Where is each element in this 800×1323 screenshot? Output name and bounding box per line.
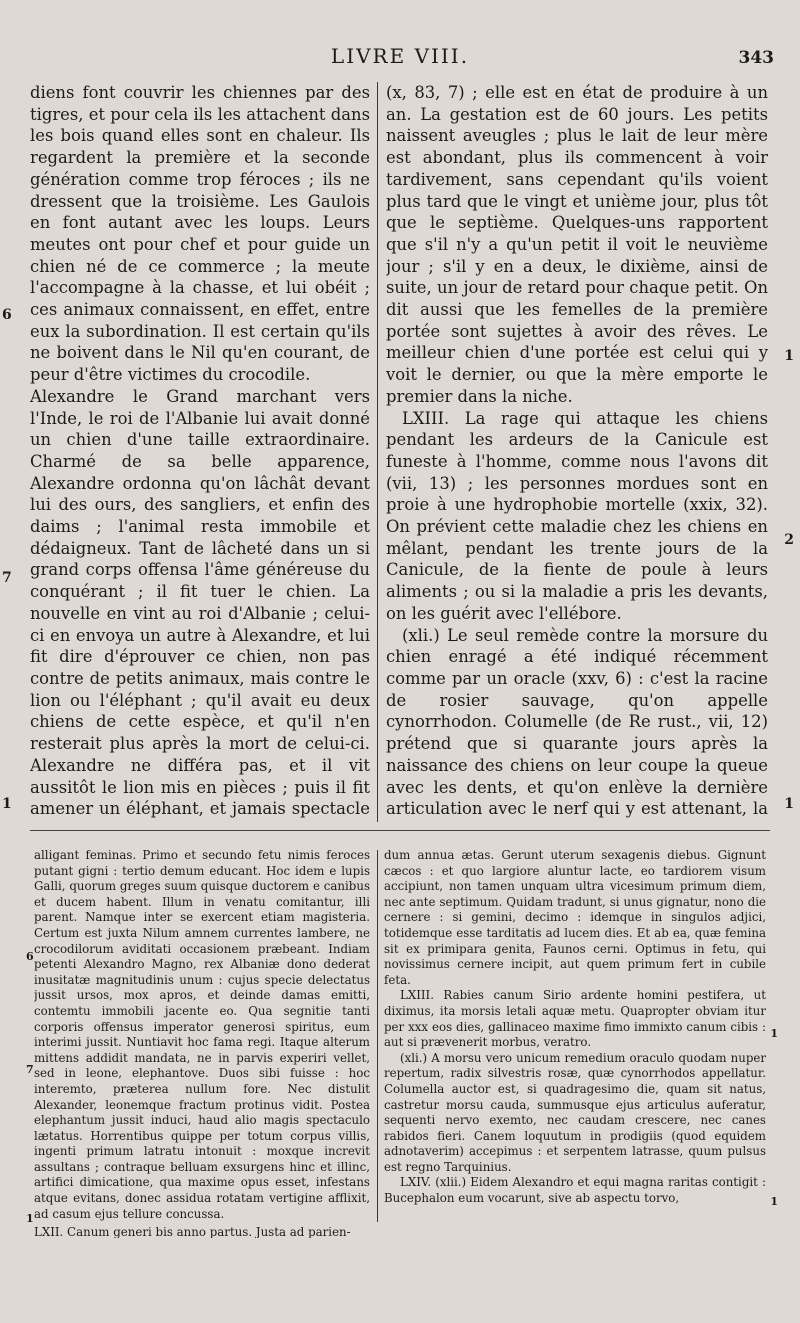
latin-column-right: [384, 848, 766, 1228]
margin-number: 2: [784, 532, 794, 548]
column-divider: [377, 850, 378, 1222]
latin-left-paragraph: LXII. Canum generi bis anno partus. Justa ad parien-: [34, 1225, 351, 1238]
margin-number: 1: [784, 348, 794, 364]
running-title: LIVRE VIII.: [330, 44, 470, 68]
margin-number: 7: [2, 570, 12, 586]
margin-number: 1: [770, 1195, 778, 1208]
margin-number: 1: [770, 1027, 778, 1040]
margin-number: 1: [2, 796, 12, 812]
latin-right-paragraph: dum annua ætas. Gerunt uterum sexagenis diebus. Gignunt cæcos : et quo largiore aluntur lacte, eo tardiorem visum accipiunt, non tamen unquam ultra vicesimum primum diem, nec ante septimum. Quidam tradunt, si unus gignatur, nono die cernere : si gemini, decimo : idemque in singulos adjici, totidemque esse tarditatis ad lucem dies. Et ab ea, quæ femina sit ex primipara genita, Faunos cerni. Optimus in fetu, qui novissimus cernere incipit, aut quem primum fert in cubile feta.: [384, 848, 766, 987]
margin-number: 6: [26, 950, 34, 963]
latin-right-paragraph: LXIV. (xlii.) Eidem Alexandro et equi magna raritas contigit : Bucephalon eum vocarunt, sive ab aspectu torvo,: [384, 1175, 766, 1206]
page-number: 343: [738, 48, 774, 68]
french-left-paragraph: diens font couvrir les chiennes par des tigres, et pour cela ils les attachent dans les bois quand elles sont en chaleur. Ils regardent la première et la seconde génération comme trop féroces ; ils ne dressent que la troisième. Les Gaulois en font autant avec les loups. Leurs meutes ont pour chef et pour guide un chien né de ce commerce ; la meute l'accompagne à la chasse, et lui obéit ; ces animaux connaissent, en effet, entre eux la subordination. Il est certain qu'ils ne boivent dans le Nil qu'en courant, de peur d'être victimes du crocodile.: [30, 83, 370, 385]
latin-right-paragraph: (xli.) A morsu vero unicum remedium oraculo quodam nuper repertum, radix silvestris rosæ, quæ cynorrhodos appellatur. Columella auctor est, si quadragesimo die, quam sit natus, castretur morsu cauda, summusque ejus articulus auferatur, sequenti nervo exemto, nec caudam crescere, nec canes rabidos fieri. Canem loquutum in prodigiis (quod equidem adnotaverim) accepimus : et serpentem latrasse, quum pulsus est regno Tarquinius.: [384, 1050, 766, 1174]
french-right-paragraph: LXIII. La rage qui attaque les chiens pendant les ardeurs de la Canicule est funeste à l'homme, comme nous l'avons dit (vii, 13) ; les personnes mordues sont en proie à une hydrophobie mortelle (xxix, 32). On prévient cette maladie chez les chiens en mêlant, pendant les trente jours de la Canicule, de la fiente de poule à leurs aliments ; ou si la maladie a pris les devants, on les guérit avec l'ellébore.: [386, 408, 768, 623]
margin-number: 1: [26, 1212, 34, 1225]
french-right-paragraph: (x, 83, 7) ; elle est en état de produire à un an. La gestation est de 60 jours. Les petits naissent aveugles ; plus le lait de leur mère est abondant, plus ils commencent à voir tardivement, sans cependant qu'ils voient plus tard que le vingt et unième jour, plus tôt que le septième. Quelques-uns rapportent que s'il n'y a qu'un petit il voit le neuvième jour ; s'il y en a deux, le dixième, ainsi de suite, un jour de retard pour chaque petit. On dit aussi que les femelles de la première portée sont sujettes à avoir des rêves. Le meilleur chien d'une portée est celui qui y voit le dernier, ou que la mère emporte le premier dans la niche.: [386, 83, 768, 406]
latin-column-left: [34, 848, 370, 1238]
french-column-right: [386, 82, 768, 820]
section-divider: [30, 830, 770, 831]
column-divider: [377, 82, 378, 822]
margin-number: 6: [2, 307, 12, 323]
running-head: [0, 44, 800, 74]
french-left-paragraph: Alexandre le Grand marchant vers l'Inde, le roi de l'Albanie lui avait donné un chien d'une taille extraordinaire. Charmé de sa belle apparence, Alexandre ordonna qu'on lâchât devant lui des ours, des sangliers, et enfin des daims ; l'animal resta immobile et dédaigneux. Tant de lâcheté dans un si grand corps offensa l'âme généreuse du conquérant ; il fit tuer le chien. La nouvelle en vint au roi d'Albanie ; celui-ci en envoya un autre à Alexandre, et lui fit dire d'éprouver ce chien, non pas contre de petits animaux, mais contre le lion ou l'éléphant ; qu'il avait eu deux chiens de cette espèce, et qu'il n'en resterait plus après la mort de celui-ci. Alexandre ne différa pas, et il vit aussitôt le lion mis en pièces ; puis il fit amener un éléphant, et jamais spectacle: [30, 386, 370, 819]
margin-number: 7: [26, 1063, 34, 1076]
margin-number: 1: [784, 796, 794, 812]
latin-right-paragraph: LXIII. Rabies canum Sirio ardente homini pestifera, ut diximus, ita morsis letali aquæ metu. Quapropter obviam itur per xxx eos dies, gallinaceo maxime fimo immixto canum cibis : aut si prævenerit morbus, veratro.: [384, 988, 766, 1050]
latin-left-paragraph: alligant feminas. Primo et secundo fetu nimis feroces putant gigni : tertio demum educant. Hoc idem e lupis Galli, quorum greges suum quisque ductorem e canibus et ducem habent. Illum in venatu comitantur, illi parent. Namque inter se exercent etiam magisteria. Certum est juxta Nilum amnem currentes lambere, ne crocodilorum aviditati occasionem præbeant. Indiam petenti Alexandro Magno, rex Albaniæ dono dederat inusitatæ magnitudinis unum : cujus specie delectatus jussit ursos, mox apros, et deinde damas emitti, contemtu immobili jacente eo. Qua segnitie tanti corporis offensus imperator generosi spiritus, eum interimi jussit. Nuntiavit hoc fama regi. Itaque alterum mittens addidit mandata, ne in parvis experiri vellet, sed in leone, elephantove. Duos sibi fuisse : hoc interemto, præterea nullum fore. Nec distulit Alexander, leonemque fractum protinus vidit. Postea elephantum jussit induci, haud alio magis spectaculo lætatus. Horrentibus quippe per totum corpus villis, ingenti primum latratu intonuit : moxque increvit assultans ; contraque belluam exsurgens hinc et illinc, artifici dimicatione, qua maxime opus esset, infestans atque evitans, donec assidua rotatam vertigine afflixit, ad casum ejus tellure concussa.: [34, 848, 370, 1221]
french-column-left: [30, 82, 370, 820]
french-right-paragraph: (xli.) Le seul remède contre la morsure du chien enragé a été indiqué récemment comme par un oracle (xxv, 6) : c'est la racine de rosier sauvage, qu'on appelle cynorrhodon. Columelle (de Re rust., vii, 12) prétend que si quarante jours après la naissance des chiens on leur coupe la queue avec les dents, et qu'on enlève la dernière articulation avec le nerf qui y est attenant, la: [386, 625, 768, 819]
